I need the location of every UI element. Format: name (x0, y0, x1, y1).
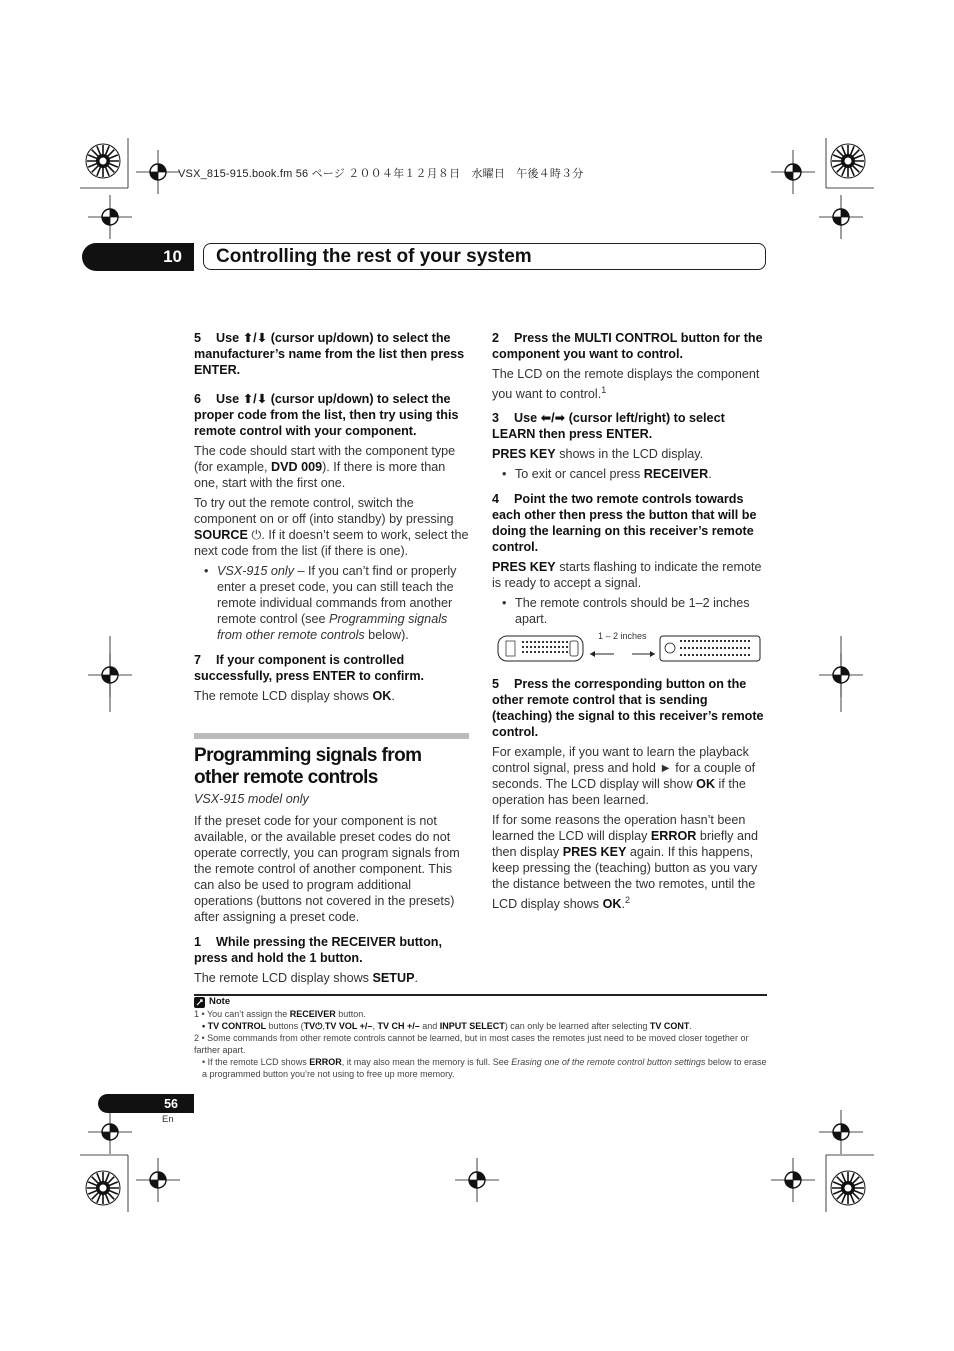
paragraph: PRES KEY starts flashing to indicate the remote is ready to accept a signal. (492, 560, 762, 591)
paragraph: The remote LCD display shows SETUP. (194, 971, 418, 985)
footnote-1b: • TV CONTROL buttons (TV⏻,TV VOL +/–, TV CH +/– and INPUT SELECT) can only be learned after selecting TV CONT. (202, 1021, 692, 1031)
remote-controls-figure (492, 630, 766, 666)
page-number: 56 (98, 1094, 194, 1113)
up-down-arrow-icon: ⬆/⬇ (242, 392, 268, 406)
step-5-heading: 5 Press the corresponding button on the other remote control that is sending (teaching) the signal to this receiver’s remote control. (492, 677, 764, 739)
section-subtitle: VSX-915 model only (194, 792, 309, 806)
right-column (492, 330, 766, 631)
step-6-heading: 6 Use ⬆/⬇ (cursor up/down) to select the proper code from the list, then try using this remote control with your component. (194, 392, 459, 438)
step-1-heading: 1 While pressing the RECEIVER button, press and hold the 1 button. (194, 935, 442, 965)
bullet-item: • To exit or cancel press RECEIVER. (492, 466, 766, 482)
paragraph: The remote LCD display shows OK. (194, 689, 395, 703)
power-icon: ⏻ (251, 528, 262, 542)
note-icon (194, 997, 205, 1008)
chapter-title-box (203, 243, 766, 270)
note-heading: Note (194, 996, 767, 1008)
left-right-arrow-icon: ⬅/➡ (540, 411, 566, 426)
notes-block (194, 996, 767, 1080)
step-4-heading: 4 Point the two remote controls towards each other then press the button that will be doing the learning on this receiver’s remote control. (492, 492, 757, 555)
paragraph: The code should start with the component type (for example, DVD 009). If there is more than one, start with the first one. (194, 444, 456, 490)
chapter-number: 10 (82, 243, 194, 271)
footnote-1: 1 • You can’t assign the RECEIVER button. (194, 1009, 366, 1019)
right-column-lower (492, 676, 766, 916)
paragraph: For example, if you want to learn the playback control signal, press and hold ► for a couple of seconds. The LCD display will show OK if the operation has been learned. (492, 745, 756, 807)
step-2-heading: 2 Press the MULTI CONTROL button for the component you want to control. (492, 331, 763, 361)
section-rule (194, 733, 469, 739)
up-down-arrow-icon: ⬆/⬇ (242, 331, 268, 345)
paragraph: If for some reasons the operation hasn’t been learned the LCD will display ERROR briefly and then display PRES KEY again. If this happens, keep pressing the (teaching) button as you vary the distance between the two remotes, until the LCD display shows OK.$^2$ (492, 813, 758, 912)
paragraph: PRES KEY shows in the LCD display. (492, 447, 704, 462)
footnote-2: 2 • Some commands from other remote controls cannot be learned, but in most cases the remotes just need to be moved closer together or farther apart. (194, 1033, 749, 1055)
bullet-item: • The remote controls should be 1–2 inches apart. (492, 595, 766, 627)
bullet-item: • VSX-915 only – If you can’t find or properly enter a preset code, you can still teach the remote individual commands from another remote control (see Programming signals from other remote controls below). (194, 563, 469, 643)
section-title: Programming signals from other remote controls (194, 745, 422, 788)
chapter-title: Controlling the rest of your system (216, 245, 532, 267)
distance-label: 1 – 2 inches (598, 631, 647, 641)
step-5-heading: 5 Use ⬆/⬇ (cursor up/down) to select the manufacturer’s name from the list then press ENTER. (194, 331, 465, 377)
print-header: VSX_815-915.book.fm 56 ページ ２００４年１２月８日 水曜日 午後４時３分 (178, 168, 584, 180)
paragraph: To try out the remote control, switch the component on or off (into standby) by pressing SOURCE ⏻. If it doesn’t seem to work, select the next code from the list (if there is one). (194, 496, 469, 558)
footnote-2b: • If the remote LCD shows ERROR, it may also mean the memory is full. See Erasing one of the remote control button settings below to erase a programmed button you’re not using to free up more memory. (202, 1057, 767, 1079)
step-7-heading: 7 If your component is controlled successfully, press ENTER to confirm. (194, 653, 425, 683)
paragraph: The LCD on the remote displays the component you want to control.$^1$ (492, 367, 760, 402)
left-column (194, 330, 469, 990)
play-icon: ► (659, 761, 672, 775)
page-language: En (162, 1114, 174, 1125)
step-3-heading: 3 Use ⬅/➡ (cursor left/right) to select LEARN then press ENTER. (492, 411, 725, 442)
paragraph: If the preset code for your component is not available, or the available preset codes do not operate correctly, you can program signals from the remote control of another component. This can also be used to program additional operations (buttons not covered in the presets) after assigning a preset code. (194, 814, 460, 924)
